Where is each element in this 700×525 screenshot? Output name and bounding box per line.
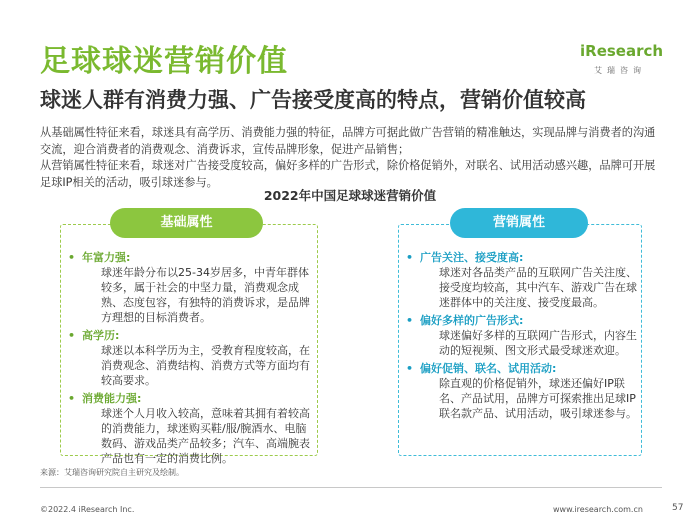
- source-note: 来源：艾瑞咨询研究院自主研究及绘制。: [40, 468, 184, 477]
- item-text: 除直观的价格促销外，球迷还偏好IP联名、产品试用，品牌方可探索推出足球IP联名款产品、试用活动，吸引球迷参与。: [439, 377, 637, 420]
- figure-title: 2022年中国足球球迷营销价值: [263, 188, 437, 203]
- bullet-icon: •: [68, 329, 76, 342]
- item-heading: 年富力强:: [82, 251, 131, 264]
- bullet-icon: •: [406, 362, 414, 375]
- list-item: [68, 328, 313, 388]
- list-item: [406, 313, 640, 358]
- footer-divider: [40, 487, 662, 488]
- list-item: [406, 361, 640, 421]
- intro-paragraph-marketing: 从营销属性特征来看，球迷对广告接受度较高，偏好多样的广告形式，除价格促销外，对联名、试用活动感兴趣，品牌可开展足球IP相关的活动，吸引球迷参与。: [40, 159, 656, 189]
- basic-attributes-list: [68, 250, 313, 469]
- item-heading: 高学历:: [82, 329, 120, 342]
- item-heading: 消费能力强:: [82, 392, 142, 405]
- iresearch-logo: [578, 40, 664, 80]
- page-title: 足球球迷营销价值: [40, 44, 288, 79]
- logo-subtext: 艾瑞咨询: [594, 66, 646, 75]
- item-heading: 偏好促销、联名、试用活动:: [420, 362, 557, 375]
- logo-wordmark: iResearch: [580, 42, 664, 60]
- page-number: 57: [672, 503, 684, 513]
- basic-attributes-label: 基础属性: [110, 208, 263, 238]
- bullet-icon: •: [68, 251, 76, 264]
- website-link[interactable]: www.iresearch.com.cn: [553, 505, 643, 514]
- item-text: 球迷以本科学历为主，受教育程度较高，在消费观念、消费结构、消费方式等方面均有较高要求。: [101, 344, 310, 387]
- bullet-icon: •: [406, 251, 414, 264]
- item-text: 球迷个人月收入较高，意味着其拥有着较高的消费能力，球迷购买鞋/服/腕酒水、电脑数码、游戏品类产品较多；汽车、高端腕表产品也有一定的消费比例。: [101, 407, 310, 465]
- list-item: [68, 250, 313, 325]
- item-heading: 偏好多样的广告形式:: [420, 314, 524, 327]
- list-item: [68, 391, 313, 466]
- item-heading: 广告关注、接受度高:: [420, 251, 524, 264]
- copyright: ©2022.4 iResearch Inc.: [40, 505, 135, 514]
- item-text: 球迷对各品类产品的互联网广告关注度、接受度均较高，其中汽车、游戏广告在球迷群体中的关注度、接受度最高。: [439, 266, 637, 309]
- bullet-icon: •: [68, 392, 76, 405]
- marketing-attributes-label: 营销属性: [450, 208, 588, 238]
- bullet-icon: •: [406, 314, 414, 327]
- item-text: 球迷年龄分布以25-34岁居多，中青年群体较多，属于社会的中坚力量，消费观念成熟、态度包容，有独特的消费诉求，是品牌方理想的目标消费者。: [101, 266, 310, 324]
- intro-paragraph-basic: 从基础属性特征来看，球迷具有高学历、消费能力强的特征，品牌方可据此做广告营销的精准触达，实现品牌与消费者的沟通交流，迎合消费者的消费观念、消费诉求，宣传品牌形象，促进产品销售；: [40, 126, 656, 156]
- item-text: 球迷偏好多样的互联网广告形式，内容生动的短视频、图文形式最受球迷欢迎。: [439, 329, 637, 357]
- list-item: [406, 250, 640, 310]
- page-subtitle: 球迷人群有消费力强、广告接受度高的特点，营销价值较高: [40, 88, 586, 112]
- marketing-attributes-list: [406, 250, 640, 424]
